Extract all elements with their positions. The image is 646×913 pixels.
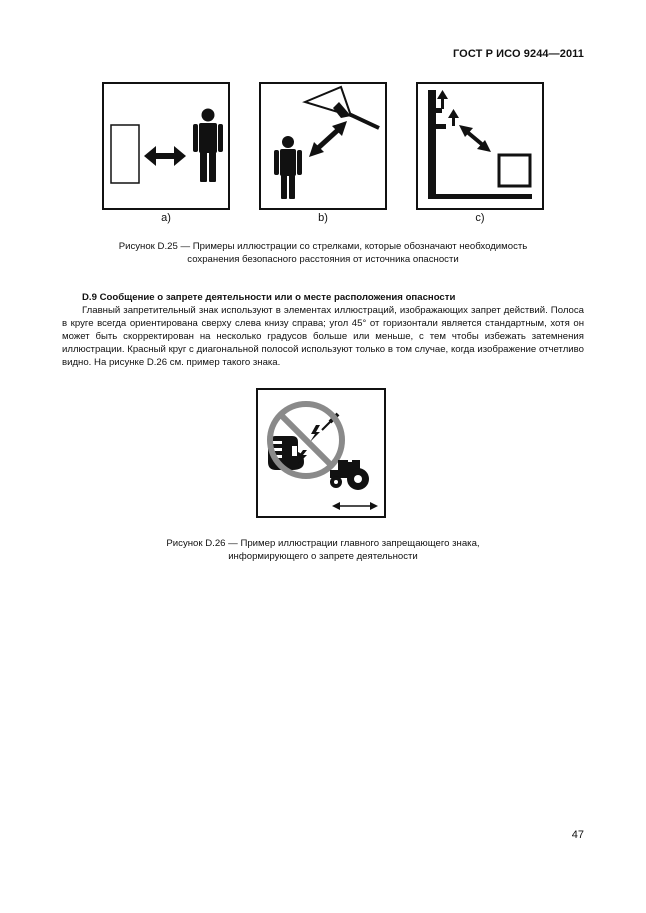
section-paragraph: Главный запретительный знак используют в элементах иллюстраций, изображающих запрет действий. Полоса в круге всегда ориентирована сверху слева книзу справа; угол 45° от горизонтали является стандартным, хотя он может быть скорректирован на несколько градусов больше или меньше, с тем чтобы избежать затемнения иллюстрации. Красный круг с диагональной полосой используют только в том случае, когда изображение отчетливо видно. На рисунке D.26 см. пример такого знака. [62, 305, 584, 368]
figure-d25-caption [62, 240, 584, 266]
double-arrow-icon [144, 146, 186, 166]
door-outline [111, 125, 139, 183]
figure-d26-caption-line-1: Рисунок D.26 — Пример иллюстрации главного запрещающего знака, [166, 538, 480, 549]
double-arrow-icon [459, 125, 491, 152]
document-header: ГОСТ Р ИСО 9244—2011 [452, 48, 584, 60]
page-number: 47 [571, 829, 584, 841]
person-distance-from-bucket-pictogram [261, 84, 385, 208]
motion-arrow-icon [332, 502, 378, 510]
figure-d25-label-b: b) [318, 212, 328, 224]
figure-d26-caption-line-2: информирующего о запрете деятельности [228, 551, 418, 562]
figure-d25-panel-c [416, 82, 544, 210]
person-icon [274, 136, 302, 199]
figure-d25-panel-b [259, 82, 387, 210]
section-heading: D.9 Сообщение о запрете деятельности или о месте расположения опасности [82, 292, 456, 303]
person-icon [193, 109, 223, 183]
figure-d25-label-a: a) [161, 212, 171, 224]
figure-d25-panel-a [102, 82, 230, 210]
prohibition-sign-pictogram [258, 390, 384, 516]
section-d9 [62, 291, 584, 369]
figure-d25-caption-line-2: сохранения безопасного расстояния от источника опасности [187, 254, 459, 265]
distance-from-lifting-load-pictogram [418, 84, 542, 208]
person-distance-from-door-pictogram [104, 84, 228, 208]
double-arrow-icon [309, 121, 347, 157]
excavator-bucket-icon [305, 87, 379, 128]
figure-d26-prohibition-sign [256, 388, 386, 518]
figure-d25-caption-line-1: Рисунок D.25 — Примеры иллюстрации со стрелками, которые обозначают необходимость [118, 241, 528, 252]
figure-d26-caption [62, 537, 584, 563]
load-box [499, 155, 530, 186]
figure-d25-label-c: c) [475, 212, 485, 224]
